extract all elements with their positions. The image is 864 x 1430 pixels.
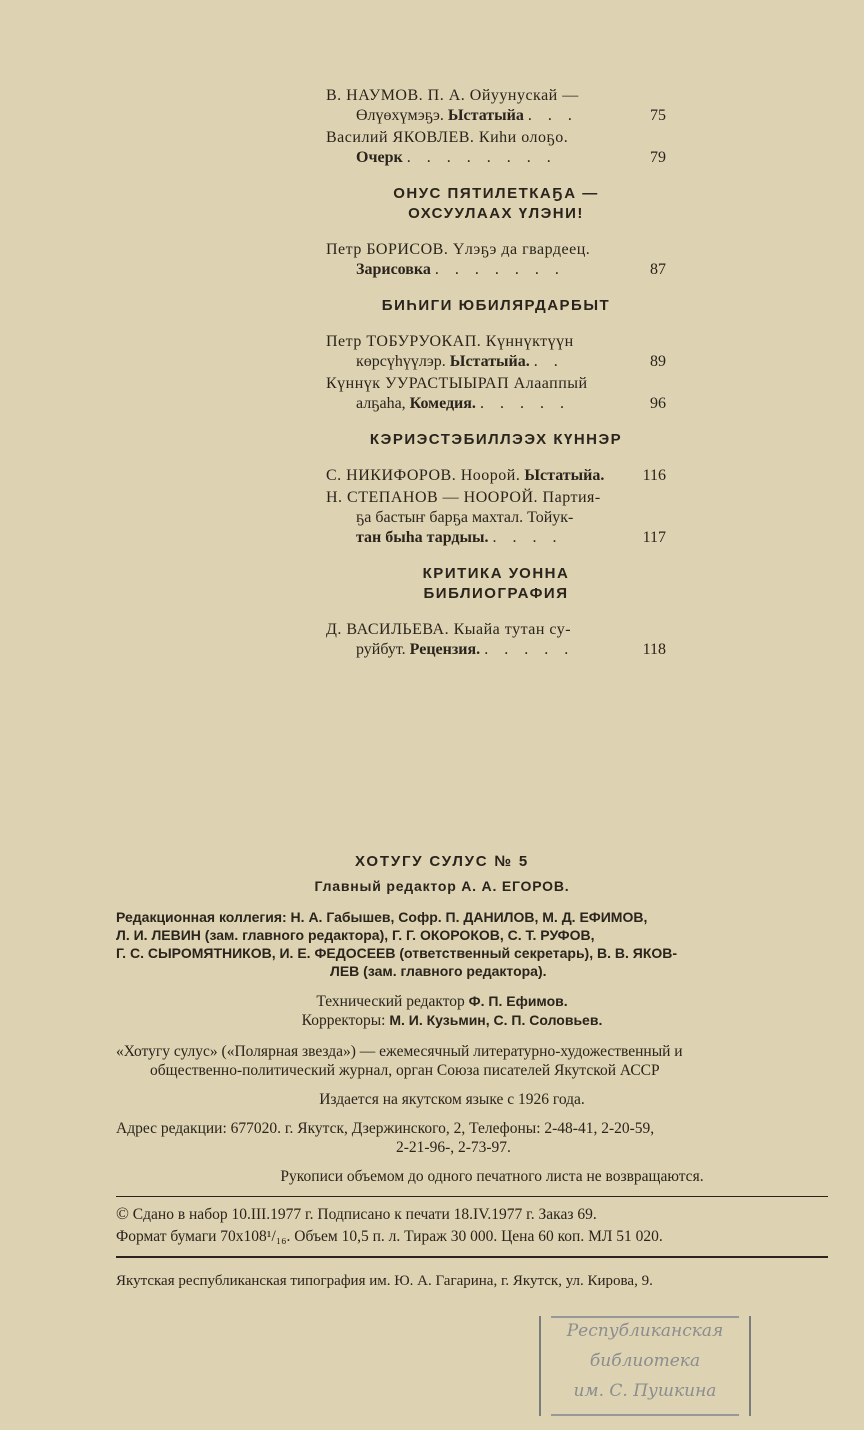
toc-page-number: 117: [642, 529, 666, 546]
proofreaders: Корректоры: М. И. Кузьмин, С. П. Соловьев.: [301, 1012, 603, 1029]
toc-entry-genre: Ыстатыйа.: [449, 353, 530, 370]
toc-entry-subtitle: руйбут.: [356, 641, 406, 658]
toc-entry-subtitle: тан быһа тардыы.: [356, 529, 489, 546]
toc-entry-genre: Зарисовка: [356, 261, 431, 278]
table-of-contents: [326, 86, 666, 662]
toc-page-number: 116: [642, 467, 666, 484]
divider: [116, 1256, 828, 1258]
toc-entry-title: Күннүк УУРАСТЫЫРАП Алааппый: [326, 375, 588, 392]
imprint-block: [116, 852, 828, 1258]
toc-entry-genre: Очерк: [356, 149, 403, 166]
toc-entry-title: Василий ЯКОВЛЕВ. Киһи олоҕо.: [326, 129, 569, 146]
technical-editor: Технический редактор Ф. П. Ефимов.: [316, 993, 568, 1010]
toc-section-heading: ОНУС ПЯТИЛЕТКАҔА — ОХСУУЛААХ ҮЛЭНИ!: [393, 185, 599, 222]
toc-entry-genre: Рецензия.: [409, 641, 481, 658]
toc-entry-stepanov: Н. СТЕПАНОВ — НООРОЙ. Партия- ҕа бастыҥ барҕа махтал. Тойук- тан быһа тардыы. . . . . 117: [326, 489, 666, 546]
toc-entry-title: Н. СТЕПАНОВ — НООРОЙ. Партия-: [326, 489, 601, 506]
toc-entry-kunnuk: Күннүк УУРАСТЫЫРАП Алааппый алҕаһа, Комедия. . . . . . 96: [326, 375, 666, 412]
toc-entry-title: С. НИКИФОРОВ. Ноорой.: [326, 467, 521, 484]
chief-editor: Главный редактор А. А. ЕГОРОВ.: [314, 878, 570, 894]
toc-entry-genre: Ыстатыйа: [447, 107, 524, 124]
manuscripts-notice: Рукописи объемом до одного печатного листа не возвращаются.: [280, 1168, 704, 1185]
toc-page-number: 87: [650, 261, 666, 278]
toc-entry-genre: Ыстатыйа.: [524, 467, 605, 484]
publication-year: Издается на якутском языке с 1926 года.: [319, 1091, 585, 1108]
toc-entry-nikiforov: [326, 466, 666, 486]
toc-page-number: 79: [650, 149, 666, 166]
toc-entry-subtitle: алҕаһа,: [356, 395, 406, 412]
toc-entry-subtitle: Өлүөхүмэҕэ.: [356, 107, 444, 124]
toc-entry-borisov: Петр БОРИСОВ. Үлэҕэ да гвардеец. Зарисовка . . . . . . . 87: [326, 241, 666, 278]
editorial-address: Адрес редакции: 677020. г. Якутск, Дзержинского, 2, Телефоны: 2-48-41, 2-20-59, 2-21-96-, 2-73-97.: [116, 1120, 655, 1156]
toc-entry-subtitle: ҕа бастыҥ барҕа махтал. Тойук-: [356, 509, 574, 526]
toc-entry-subtitle: көрсүһүүлэр.: [356, 353, 446, 370]
toc-section-heading: КРИТИКА УОННА БИБЛИОГРАФИЯ: [422, 565, 570, 602]
toc-entry-title: Петр ТОБУРУОКАП. Күннүктүүн: [326, 333, 574, 350]
typography-credit: Якутская республиканская типография им. Ю. А. Гагарина, г. Якутск, ул. Кирова, 9.: [116, 1273, 653, 1289]
toc-entry-title: Петр БОРИСОВ. Үлэҕэ да гвардеец.: [326, 241, 591, 258]
toc-section-heading: КЭРИЭСТЭБИЛЛЭЭХ КҮННЭР: [369, 431, 623, 448]
toc-page-number: 89: [650, 353, 666, 370]
journal-description: «Хотугу сулус» («Полярная звезда») — ежемесячный литературно-художественный и общественно-политический журнал, орган Союза писателей Якутской АССР: [116, 1043, 683, 1079]
toc-entry-title: В. НАУМОВ. П. А. Ойуунускай —: [326, 87, 579, 104]
toc-page-number: 75: [650, 107, 666, 124]
toc-page-number: 96: [650, 395, 666, 412]
toc-entry-genre: Комедия.: [409, 395, 476, 412]
magazine-title: ХОТУГУ СУЛУС № 5: [354, 853, 530, 870]
library-stamp: Республиканская библиотека им. С. Пушкина: [539, 1316, 751, 1416]
copyright-icon: ©: [116, 1204, 129, 1223]
toc-entry-vasilieva: Д. ВАСИЛЬЕВА. Кыайа тутан су- руйбут. Рецензия. . . . . . 118: [326, 621, 666, 658]
toc-entry-yakovlev: Василий ЯКОВЛЕВ. Киһи олоҕо. Очерк . . . . . . . . 79: [326, 129, 666, 166]
print-details: © Сдано в набор 10.III.1977 г. Подписано к печати 18.IV.1977 г. Заказ 69. Формат бумаги 70х108¹/₁₆. Объем 10,5 п. л. Тираж 30 000. Цена 60 коп. МЛ 51 020.: [116, 1204, 663, 1245]
toc-entry-toburuokap: Петр ТОБУРУОКАП. Күннүктүүн көрсүһүүлэр. Ыстатыйа. . . 89: [326, 333, 666, 370]
editorial-board: Редакционная коллегия: Н. А. Габышев, Софр. П. ДАНИЛОВ, М. Д. ЕФИМОВ, Л. И. ЛЕВИН (зам. главного редактора), Г. Г. ОКОРОКОВ, С. Т. РУФОВ, Г. С. СЫРОМЯТНИКОВ, И. Е. ФЕДОСЕЕВ (ответственный секретарь), В. В. ЯКОВ- ЛЕВ (зам. главного редактора).: [116, 909, 678, 979]
toc-page-number: 118: [642, 641, 666, 658]
toc-entry-naumov: В. НАУМОВ. П. А. Ойуунускай — Өлүөхүмэҕэ. Ыстатыйа . . . 75: [326, 87, 666, 124]
toc-section-heading: БИҺИГИ ЮБИЛЯРДАРБЫТ: [381, 297, 611, 314]
toc-entry-title: Д. ВАСИЛЬЕВА. Кыайа тутан су-: [326, 621, 572, 638]
